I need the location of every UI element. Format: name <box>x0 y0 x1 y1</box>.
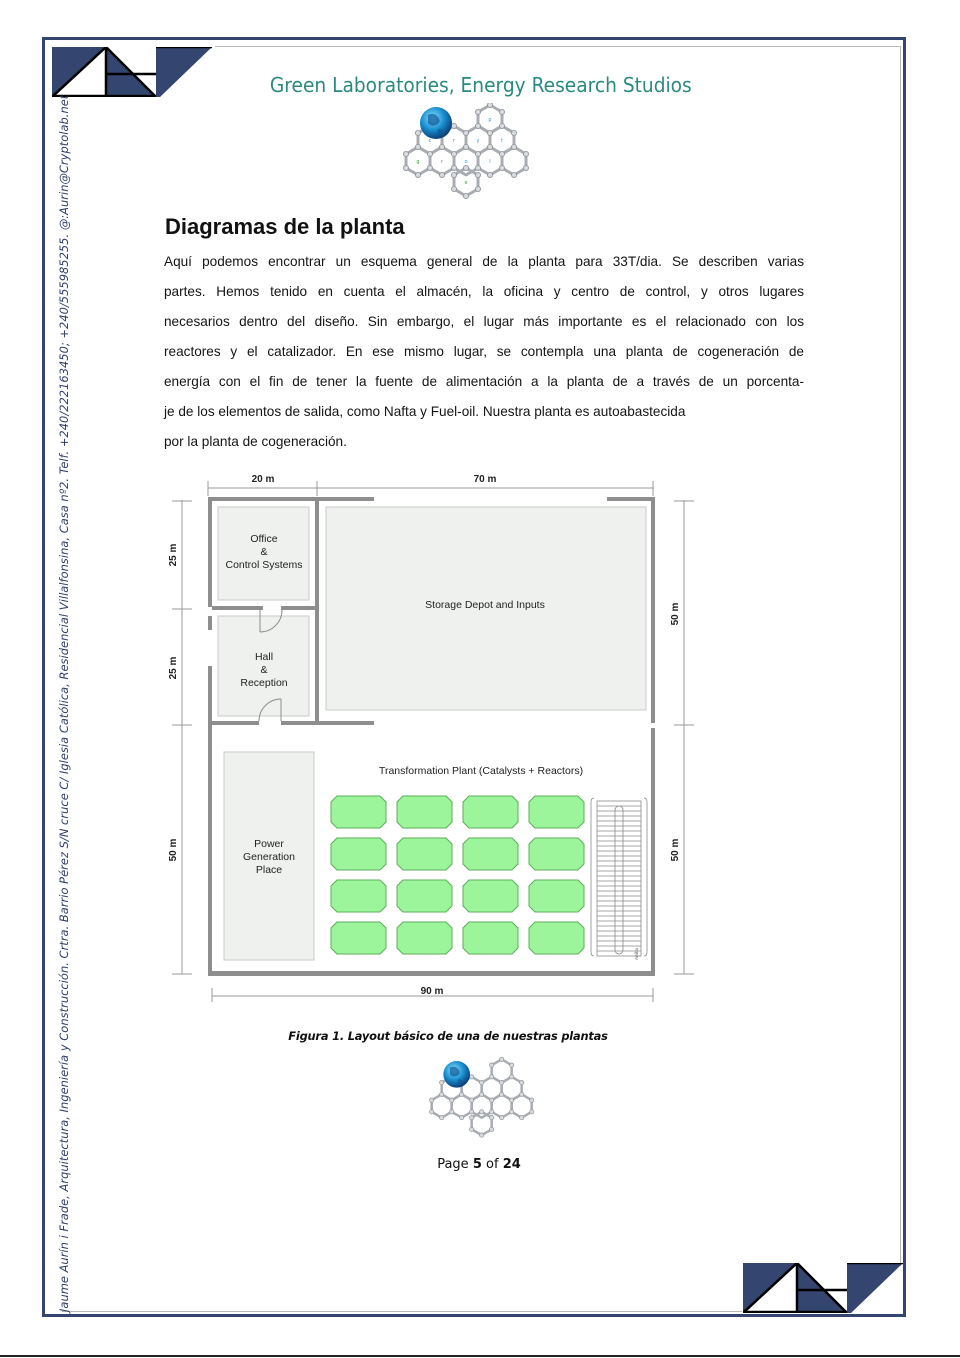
svg-text:l: l <box>489 159 491 165</box>
sidebar-contact-text: Jaume Aurín i Frade, Arquitectura, Ingeniería y Construcción. Crtra. Barrio Pérez S/N cruce C/ Iglesia Católica, Residencial Villalfonsina, Casa nº2. Telf. +240/222163450; +240/555985255. @:Aurin@Cryptolab.net <box>57 94 71 1312</box>
office-label-1: Office <box>250 533 278 545</box>
office-label-3: Control Systems <box>225 559 303 571</box>
reactor-tank <box>529 838 584 870</box>
power-label-1: Power <box>254 838 284 850</box>
svg-text:o: o <box>464 159 468 165</box>
stair-label: Arriba <box>634 947 639 960</box>
paragraph-line: je de los elementos de salida, como Nafta y Fuel-oil. Nuestra planta es autoabastecida <box>164 404 686 419</box>
inner-border-bottom <box>62 1311 742 1312</box>
body-paragraph <box>164 247 804 457</box>
svg-text:e: e <box>464 180 468 186</box>
reactor-tank <box>331 796 386 828</box>
reactor-tank <box>529 880 584 912</box>
svg-text:p: p <box>488 117 492 123</box>
reactor-tank <box>529 922 584 954</box>
svg-text:t: t <box>501 138 503 144</box>
paragraph-line: necesarios dentro del diseño. Sin embargo, el lugar más importante es el relacionado con los <box>164 314 804 329</box>
power-label-2: Generation <box>243 851 295 863</box>
page-prefix: Page <box>437 1157 469 1172</box>
page-total: 24 <box>502 1157 521 1172</box>
power-label-3: Place <box>255 864 283 876</box>
paragraph-line: partes. Hemos tenido en cuenta el almacén, la oficina y centro de control, y otros lugares <box>164 284 804 299</box>
reactor-tank <box>529 796 584 828</box>
dim-bottom: 90 m <box>420 986 444 997</box>
header-title-text: Green Laboratories, Energy Research Studios <box>270 73 692 97</box>
svg-text:y: y <box>476 138 480 144</box>
staircase <box>591 798 647 956</box>
hall-label-2: & <box>260 664 268 676</box>
page-current: 5 <box>472 1157 482 1172</box>
office-label-2: & <box>260 546 268 558</box>
reactor-tank <box>397 796 452 828</box>
transformation-label: Transformation Plant (Catalysts + Reactors) <box>378 765 584 777</box>
hall-label-1: Hall <box>254 651 274 663</box>
dim-right-lower: 50 m <box>670 838 681 862</box>
floor-plan-diagram <box>160 466 700 1006</box>
reactor-tank <box>397 922 452 954</box>
reactor-tank <box>331 922 386 954</box>
reactor-grid <box>331 796 584 954</box>
reactor-tank <box>331 880 386 912</box>
inner-border-top <box>215 46 901 47</box>
reactor-tank <box>463 880 518 912</box>
page-number <box>0 1157 958 1172</box>
section-title: Diagramas de la planta <box>165 214 405 239</box>
hall-label-3: Reception <box>240 677 288 689</box>
svg-text:g: g <box>416 159 420 165</box>
reactor-tank <box>397 838 452 870</box>
svg-text:r: r <box>452 138 456 144</box>
dim-right-upper: 50 m <box>670 602 681 626</box>
paragraph-line: por la planta de cogeneración. <box>164 434 347 449</box>
paragraph-line: Aquí podemos encontrar un esquema general de la planta para 33T/dia. Se describen varias <box>164 254 804 269</box>
dim-left-upper: 25 m <box>168 543 179 567</box>
reactor-tank <box>463 922 518 954</box>
figure-caption: Figura 1. Layout básico de una de nuestras plantas <box>288 1029 608 1043</box>
page-separator <box>0 1355 960 1357</box>
reactor-tank <box>397 880 452 912</box>
reactor-tank <box>331 838 386 870</box>
dim-left-middle: 25 m <box>168 656 179 680</box>
header-title <box>0 73 960 97</box>
jaf-logo-icon <box>743 1263 903 1313</box>
inner-border-right <box>900 46 901 1266</box>
paragraph-line: energía con el fin de tener la fuente de alimentación a la planta de a través de un porcenta- <box>164 374 804 389</box>
reactor-tank <box>463 796 518 828</box>
dim-left-lower: 50 m <box>168 838 179 862</box>
reactor-tank <box>463 838 518 870</box>
svg-text:r: r <box>440 159 444 165</box>
storage-label: Storage Depot and Inputs <box>425 599 545 611</box>
paragraph-line: reactores y el catalizador. En ese mismo lugar, se contempla una planta de cogeneración de <box>164 344 804 359</box>
svg-text:c: c <box>428 138 432 144</box>
globe-hexagon-emblem-icon <box>425 1052 535 1150</box>
globe-hexagon-emblem-icon <box>398 103 530 207</box>
page-of: of <box>486 1157 499 1172</box>
dim-top-right: 70 m <box>473 474 497 485</box>
dim-top-left: 20 m <box>251 474 275 485</box>
